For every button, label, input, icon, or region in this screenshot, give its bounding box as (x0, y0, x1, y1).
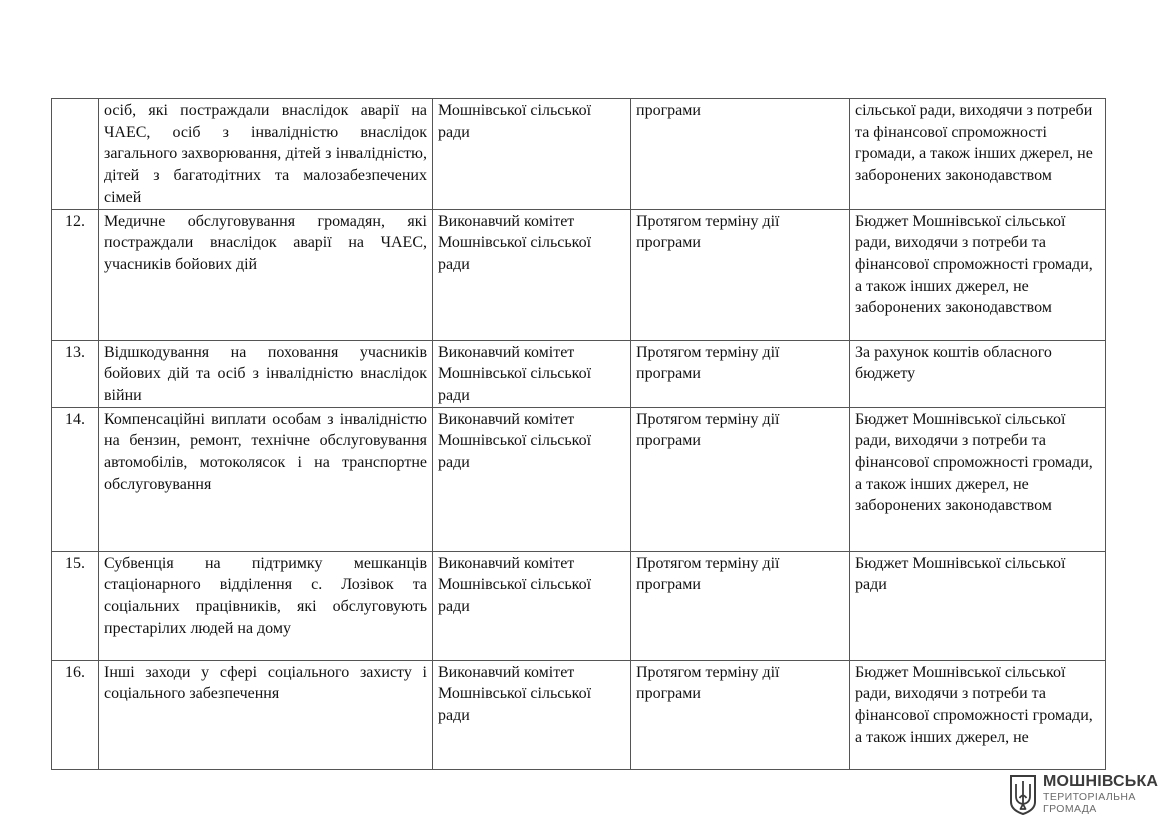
term-cell: Протягом терміну дії програми (631, 407, 850, 551)
measure-cell: Компенсаційні виплати особам з інвалідністю на бензин, ремонт, технічне обслуговування автомобілів, мотоколясок і на транспортне обслуговування (99, 407, 433, 551)
funding-cell: Бюджет Мошнівської сільської ради, виходячи з потреби та фінансової спроможності громади, а також інших джерел, не заборонених законодавством (850, 209, 1106, 340)
executor-cell: Виконавчий комітет Мошнівської сільської ради (433, 209, 631, 340)
logo-subtitle-2: ГРОМАДА (1043, 803, 1097, 815)
measure-cell: осіб, які постраждали внаслідок аварії на ЧАЕС, осіб з інвалідністю внаслідок загального захворювання, дітей з інвалідністю, дітей з багатодітних та малозабезпечених сімей (99, 99, 433, 210)
community-logo (1009, 772, 1159, 822)
executor-cell: Виконавчий комітет Мошнівської сільської ради (433, 551, 631, 660)
table-row (52, 551, 1106, 660)
term-cell: Протягом терміну дії програми (631, 551, 850, 660)
table-row (52, 340, 1106, 407)
executor-cell: Виконавчий комітет Мошнівської сільської ради (433, 407, 631, 551)
row-number: 14. (52, 407, 99, 551)
executor-cell: Виконавчий комітет Мошнівської сільської ради (433, 660, 631, 769)
trident-shield-icon (1009, 774, 1037, 816)
funding-cell: Бюджет Мошнівської сільської ради, виходячи з потреби та фінансової спроможності громади, а також інших джерел, не заборонених законодавством (850, 407, 1106, 551)
term-cell: Протягом терміну дії програми (631, 340, 850, 407)
logo-subtitle-1: ТЕРИТОРІАЛЬНА (1043, 791, 1136, 803)
table-row (52, 209, 1106, 340)
term-cell: Протягом терміну дії програми (631, 660, 850, 769)
executor-cell: Виконавчий комітет Мошнівської сільської ради (433, 340, 631, 407)
program-measures-table (51, 98, 1106, 770)
measure-cell: Інші заходи у сфері соціального захисту і соціального забезпечення (99, 660, 433, 769)
funding-cell: сільської ради, виходячи з потреби та фінансової спроможності громади, а також інших джерел, не заборонених законодавством (850, 99, 1106, 210)
row-number: 15. (52, 551, 99, 660)
row-number: 12. (52, 209, 99, 340)
funding-cell: Бюджет Мошнівської сільської ради (850, 551, 1106, 660)
term-cell: програми (631, 99, 850, 210)
row-number (52, 99, 99, 210)
term-cell: Протягом терміну дії програми (631, 209, 850, 340)
logo-title: МОШНІВСЬКА (1043, 773, 1159, 790)
table-row (52, 99, 1106, 210)
measure-cell: Відшкодування на поховання учасників бойових дій та осіб з інвалідністю внаслідок війни (99, 340, 433, 407)
funding-cell: Бюджет Мошнівської сільської ради, виходячи з потреби та фінансової спроможності громади, а також інших джерел, не (850, 660, 1106, 769)
table-row (52, 660, 1106, 769)
executor-cell: Мошнівської сільської ради (433, 99, 631, 210)
row-number: 13. (52, 340, 99, 407)
table-row (52, 407, 1106, 551)
measure-cell: Медичне обслуговування громадян, які постраждали внаслідок аварії на ЧАЕС, учасників бойових дій (99, 209, 433, 340)
funding-cell: За рахунок коштів обласного бюджету (850, 340, 1106, 407)
row-number: 16. (52, 660, 99, 769)
measure-cell: Субвенція на підтримку мешканців стаціонарного відділення с. Лозівок та соціальних працівників, які обслуговують престарілих людей на дому (99, 551, 433, 660)
